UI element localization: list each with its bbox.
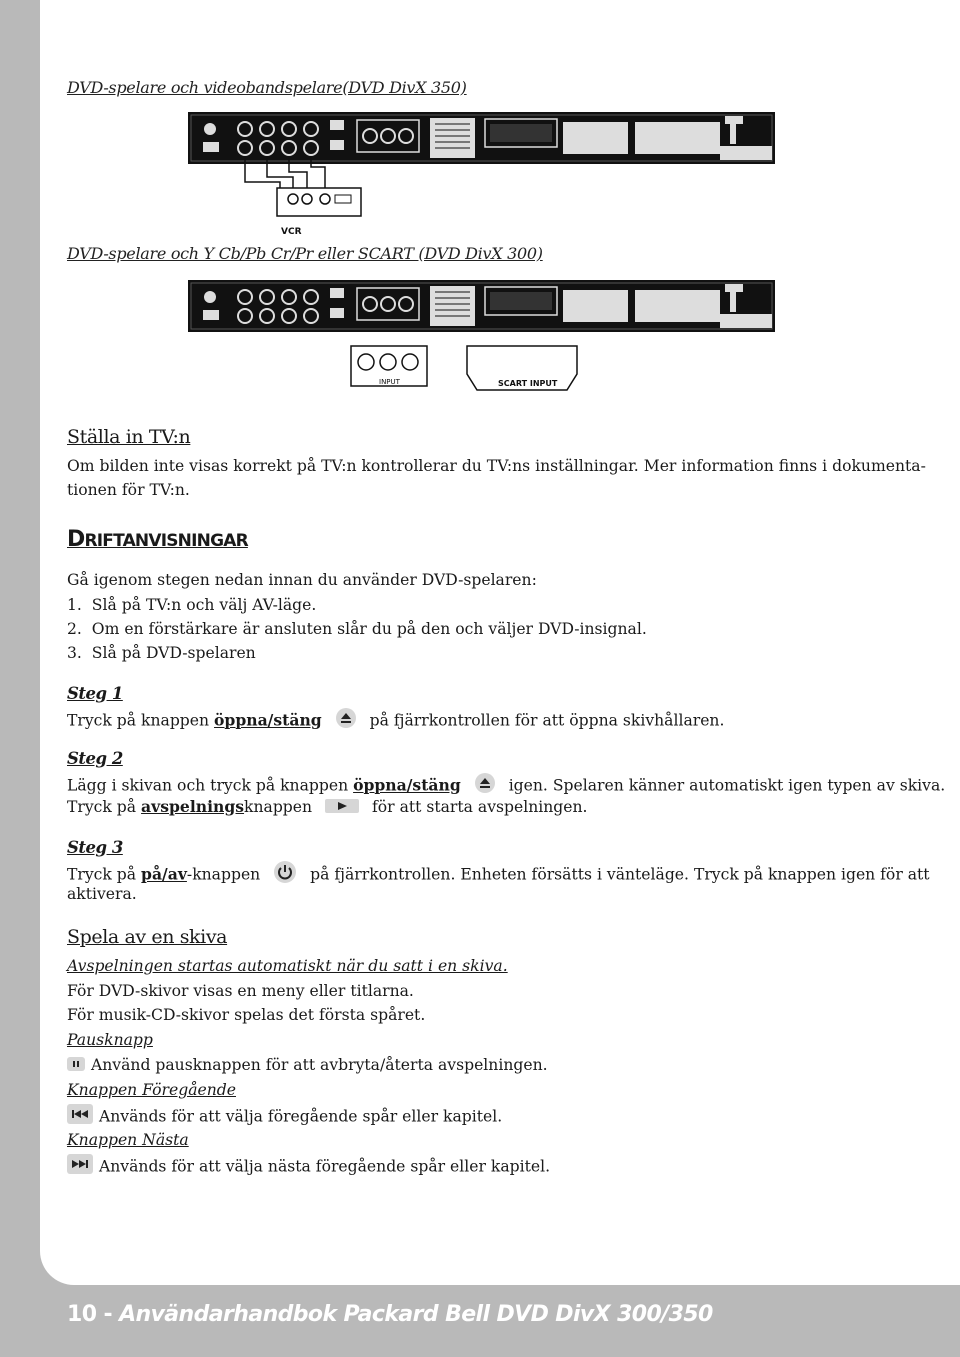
tv-section-line1: Om bilden inte visas korrekt på TV:n kontrollerar du TV:ns inställningar. Mer information finns i dokumenta- xyxy=(67,457,926,475)
previous-icon xyxy=(67,1104,93,1131)
steg3-pre: Tryck på xyxy=(67,865,142,884)
drift-item-1: 1. Slå på TV:n och välj AV-läge. xyxy=(67,596,317,614)
drift-item-2: 2. Om en förstärkare är ansluten slår du på den och väljer DVD-insignal. xyxy=(67,620,647,638)
steg2-title: Steg 2 xyxy=(67,749,123,768)
next-title: Knappen Nästa xyxy=(67,1131,189,1149)
play-icon xyxy=(325,797,359,820)
next-icon xyxy=(67,1154,93,1181)
steg2-pre: Lägg i skivan och tryck på knappen xyxy=(67,776,354,795)
scart-input-label: SCART INPUT xyxy=(498,379,558,388)
play-dvd: För DVD-skivor visas en meny eller titlarna. xyxy=(67,982,414,1000)
drift-heading xyxy=(67,528,248,553)
prev-title: Knappen Föregående xyxy=(67,1081,236,1099)
diagram2-caption: DVD-spelare och Y Cb/Pb Cr/Pr eller SCART (DVD DivX 300) xyxy=(67,244,543,263)
steg2-post: igen. Spelaren känner automatiskt igen typen av skiva. xyxy=(508,776,946,795)
steg3-button-label: på/av xyxy=(141,864,187,884)
prev-text: Används för att välja föregående spår eller kapitel. xyxy=(99,1107,503,1126)
next-line xyxy=(67,1154,550,1181)
tv-section-heading: Ställa in TV:n xyxy=(67,426,191,448)
steg1-button-label: öppna/stäng xyxy=(214,710,322,730)
steg3-line1 xyxy=(67,860,930,891)
steg2-post2: för att starta avspelningen. xyxy=(372,798,588,816)
steg3-title: Steg 3 xyxy=(67,838,123,857)
steg1-pre: Tryck på knappen xyxy=(67,711,215,730)
rear-panel-scart-diagram xyxy=(185,280,775,398)
drift-heading-initial: D xyxy=(67,527,85,552)
next-text: Används för att välja nästa föregående spår eller kapitel. xyxy=(99,1157,551,1176)
play-cd: För musik-CD-skivor spelas det första spåret. xyxy=(67,1006,426,1024)
page-number: 10 - xyxy=(67,1302,120,1327)
steg1-post: på fjärrkontrollen för att öppna skivhållaren. xyxy=(369,711,725,730)
steg2-mid2: knappen xyxy=(244,798,313,816)
pause-text: Använd pausknappen för att avbryta/återta avspelningen. xyxy=(91,1056,548,1074)
manual-title: Användarhandbok Packard Bell DVD DivX 300/350 xyxy=(119,1302,713,1327)
steg1-line xyxy=(67,707,724,736)
ypbpr-input-label: INPUT xyxy=(379,378,400,386)
power-icon xyxy=(273,860,297,891)
steg2-button2-label: avspelnings xyxy=(141,797,245,816)
tv-section-line2: tionen för TV:n. xyxy=(67,481,190,499)
diagram1-caption: DVD-spelare och videobandspelare(DVD DivX 350) xyxy=(67,78,467,97)
steg3-post: på fjärrkontrollen. Enheten försätts i vänteläge. Tryck på knappen igen för att xyxy=(310,865,930,884)
play-auto: Avspelningen startas automatiskt när du satt i en skiva. xyxy=(67,957,508,975)
drift-intro: Gå igenom stegen nedan innan du använder DVD-spelaren: xyxy=(67,571,537,589)
steg2-button-label: öppna/stäng xyxy=(353,775,461,795)
pause-icon xyxy=(67,1055,85,1078)
steg2-line2 xyxy=(67,795,588,820)
drift-item-3: 3. Slå på DVD-spelaren xyxy=(67,644,256,662)
prev-line xyxy=(67,1104,502,1131)
rear-panel-vcr-diagram xyxy=(185,112,775,242)
play-heading: Spela av en skiva xyxy=(67,926,228,948)
steg3-mid: -knappen xyxy=(186,865,261,884)
steg2-pre2: Tryck på xyxy=(67,798,142,816)
pause-title: Pausknapp xyxy=(67,1031,153,1049)
steg1-title: Steg 1 xyxy=(67,684,123,703)
page-footer xyxy=(67,1302,713,1327)
steg3-line2: aktivera. xyxy=(67,885,137,903)
pause-line xyxy=(67,1054,548,1078)
eject-icon xyxy=(335,707,357,736)
vcr-label: VCR xyxy=(281,227,302,237)
drift-heading-rest: RIFTANVISNINGAR xyxy=(84,531,248,551)
